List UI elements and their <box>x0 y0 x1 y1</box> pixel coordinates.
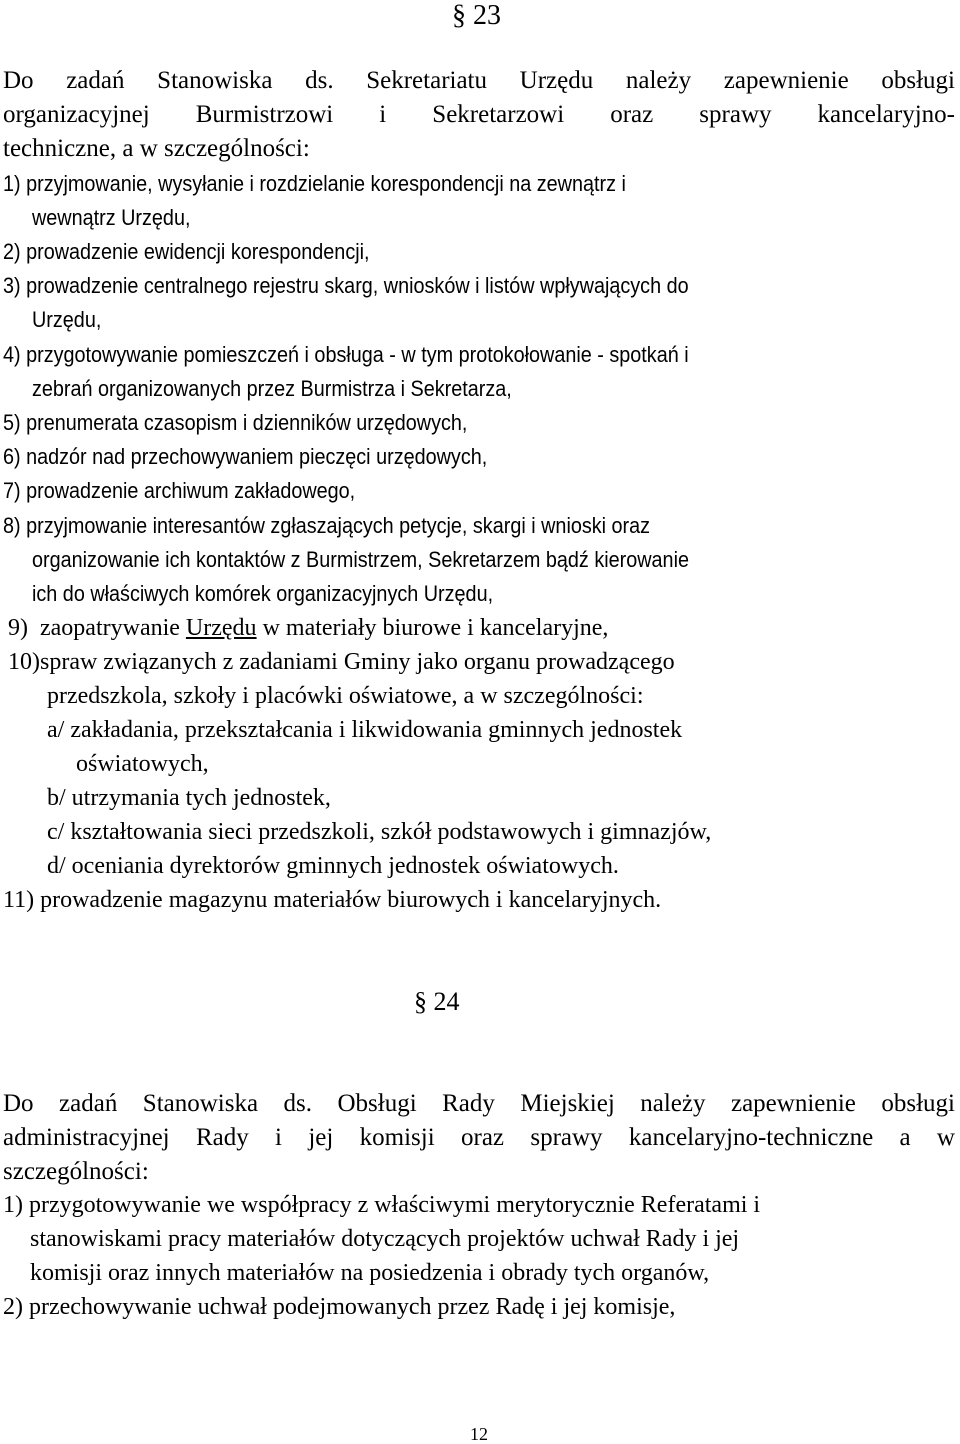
section-23-item-9-prefix: 9) zaopatrywanie <box>8 615 186 641</box>
section-24-item-2: 2) przechowywanie uchwał podejmowanych przez Radę i jej komisje, <box>3 1294 676 1320</box>
section-24-item-1-cont-1: stanowiskami pracy materiałów dotyczących projektów uchwał Rady i jej <box>30 1226 740 1252</box>
section-23-intro-line-3: techniczne, a w szczególności: <box>3 135 310 162</box>
section-23-item-2: 2) prowadzenie ewidencji korespondencji, <box>3 239 370 264</box>
section-23-item-9-underlined: Urzędu <box>185 615 257 641</box>
section-23-item-10-c: c/ kształtowania sieci przedszkoli, szkół podstawowych i gimnazjów, <box>47 819 712 845</box>
section-24-heading: § 24 <box>414 987 460 1016</box>
section-23-item-8-cont-1: organizowanie ich kontaktów z Burmistrzem, Sekretarzem bądź kierowanie <box>32 547 689 572</box>
section-24-item-1-cont-2: komisji oraz innych materiałów na posiedzenia i obrady tych organów, <box>30 1260 710 1286</box>
section-23-item-10-d: d/ oceniania dyrektorów gminnych jednostek oświatowych. <box>47 853 619 879</box>
section-24-intro-line-3: szczególności: <box>3 1158 149 1185</box>
section-23-item-10: 10)spraw związanych z zadaniami Gminy jako organu prowadzącego <box>8 649 675 675</box>
section-24-intro-line-2: administracyjnej Rady i jej komisji oraz sprawy kancelaryjno-techniczne a w <box>3 1124 955 1151</box>
section-23-item-9 <box>8 613 608 643</box>
section-23-item-10-cont: przedszkola, szkoły i placówki oświatowe, a w szczególności: <box>47 683 644 709</box>
section-23-item-1-cont: wewnątrz Urzędu, <box>32 205 191 230</box>
page-number: 12 <box>470 1424 488 1444</box>
section-23-item-3-cont: Urzędu, <box>32 307 102 332</box>
section-23-intro-line-1: Do zadań Stanowiska ds. Sekretariatu Urzędu należy zapewnienie obsługi <box>3 67 955 94</box>
section-23-item-9-suffix: w materiały biurowe i kancelaryjne, <box>256 615 609 641</box>
section-24-intro-line-1: Do zadań Stanowiska ds. Obsługi Rady Miejskiej należy zapewnienie obsługi <box>3 1090 955 1117</box>
section-23-item-8: 8) przyjmowanie interesantów zgłaszających petycje, skargi i wnioski oraz <box>3 513 651 538</box>
section-23-item-7: 7) prowadzenie archiwum zakładowego, <box>3 478 356 503</box>
section-23-item-10-a-cont: oświatowych, <box>76 751 209 777</box>
section-23-item-5: 5) prenumerata czasopism i dzienników urzędowych, <box>3 410 468 435</box>
section-23-item-8-cont-2: ich do właściwych komórek organizacyjnych Urzędu, <box>32 581 494 606</box>
section-23-item-4: 4) przygotowywanie pomieszczeń i obsługa - w tym protokołowanie - spotkań i <box>3 342 689 367</box>
section-23-item-10-a: a/ zakładania, przekształcania i likwidowania gminnych jednostek <box>47 717 683 743</box>
section-23-item-10-b: b/ utrzymania tych jednostek, <box>47 785 331 811</box>
section-23-intro-line-2: organizacyjnej Burmistrzowi i Sekretarzowi oraz sprawy kancelaryjno- <box>3 101 955 128</box>
section-23-item-4-cont: zebrań organizowanych przez Burmistrza i Sekretarza, <box>32 376 512 401</box>
section-23-heading: § 23 <box>452 0 501 31</box>
section-23-item-11: 11) prowadzenie magazynu materiałów biurowych i kancelaryjnych. <box>3 887 662 913</box>
section-23-item-6: 6) nadzór nad przechowywaniem pieczęci urzędowych, <box>3 444 488 469</box>
section-23-item-1: 1) przyjmowanie, wysyłanie i rozdzielanie korespondencji na zewnątrz i <box>3 171 626 196</box>
section-24-item-1: 1) przygotowywanie we współpracy z właściwymi merytorycznie Referatami i <box>3 1192 761 1218</box>
section-23-item-3: 3) prowadzenie centralnego rejestru skarg, wniosków i listów wpływających do <box>3 273 689 298</box>
